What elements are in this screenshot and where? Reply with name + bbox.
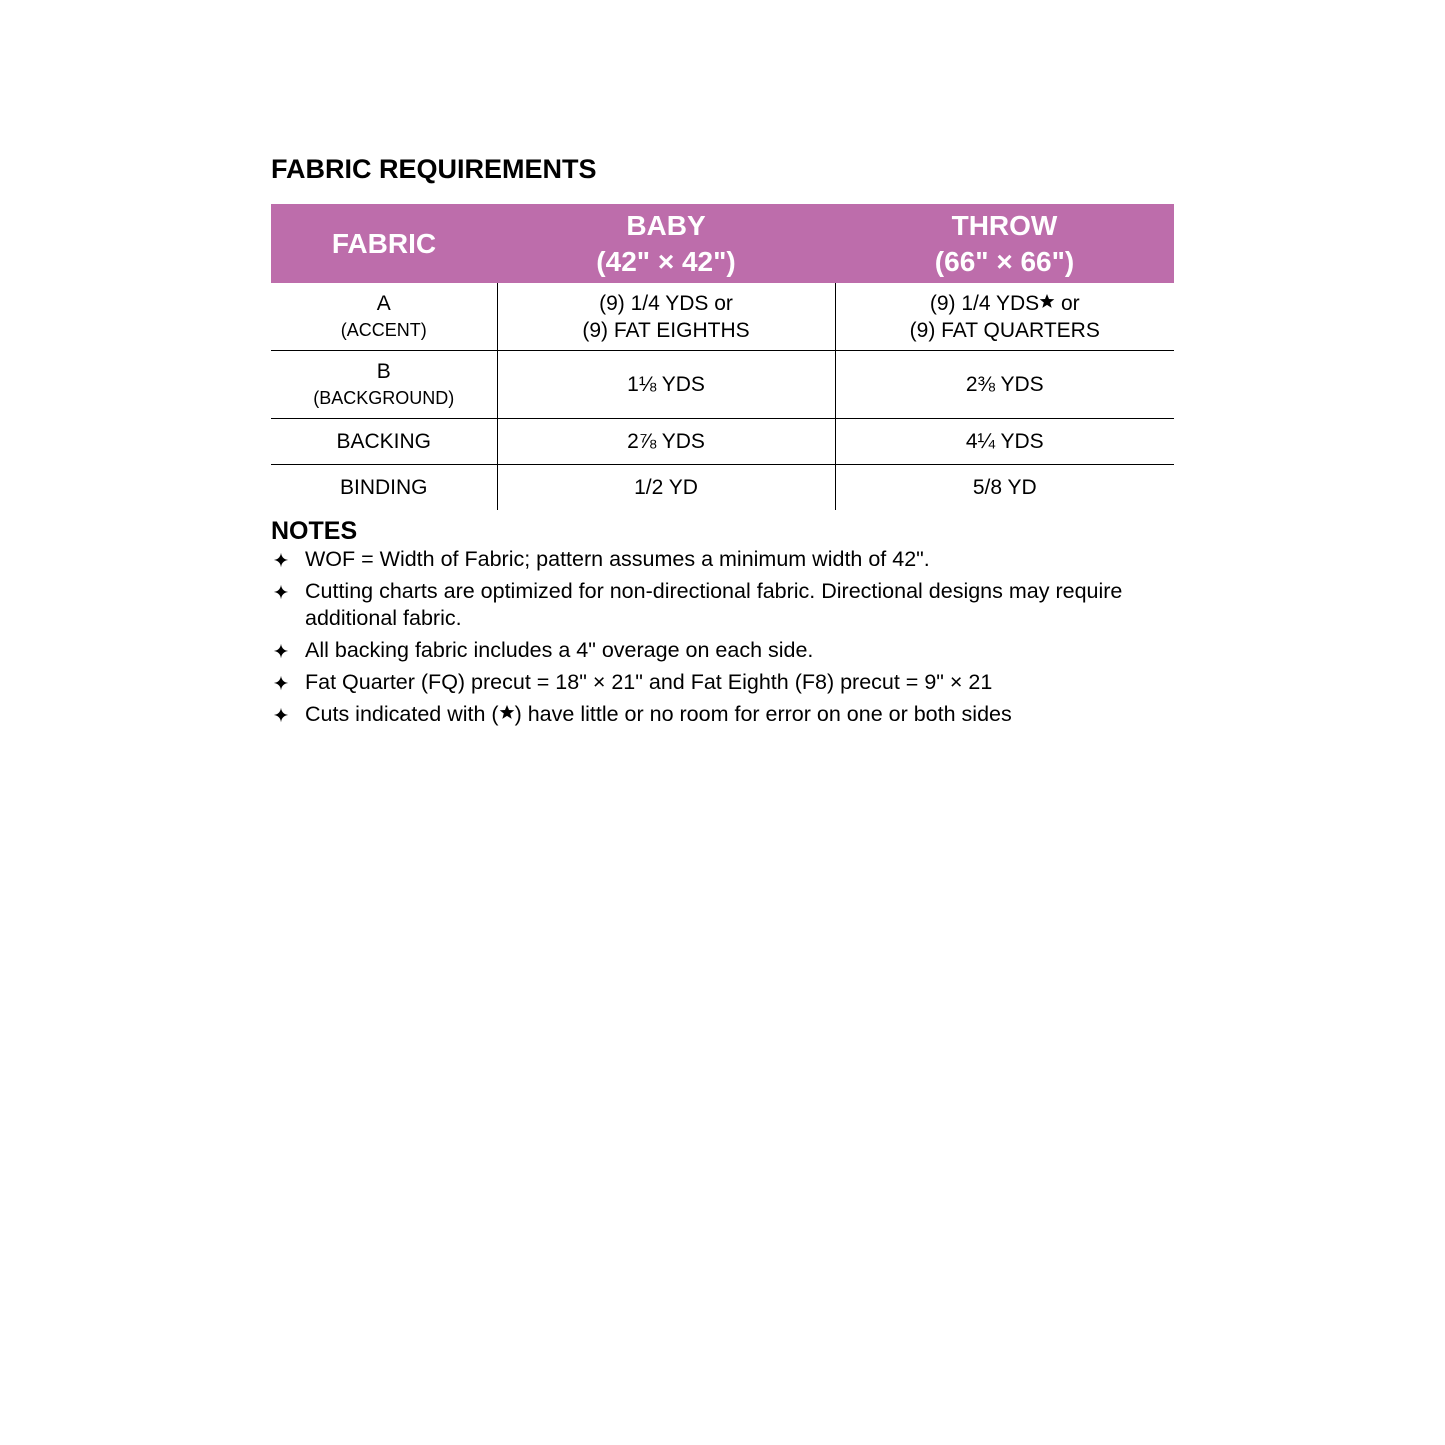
fabric-requirements-table [271, 204, 1174, 510]
cell-baby [497, 283, 835, 351]
four-point-star-icon [273, 584, 289, 600]
list-item [271, 578, 1181, 632]
cell-baby: 2⅞ YDS [497, 419, 835, 465]
note-text: Cutting charts are optimized for non-directional fabric. Directional designs may require additional fabric. [305, 579, 1123, 630]
header-throw [835, 204, 1174, 283]
note-text: WOF = Width of Fabric; pattern assumes a minimum width of 42". [305, 547, 930, 571]
cell-throw: 4¼ YDS [835, 419, 1174, 465]
list-item [271, 637, 1181, 664]
baby-line-2: (9) FAT EIGHTHS [582, 318, 750, 342]
fabric-code: B [376, 360, 391, 383]
baby-line-1: (9) 1/4 YDS or [599, 291, 733, 315]
throw-line-1 [836, 290, 1175, 317]
note-text-after: ) have little or no room for error on one or both sides [514, 702, 1012, 726]
cell-fabric: BINDING [339, 476, 428, 499]
cell-baby: 1⅛ YDS [497, 351, 835, 419]
note-text-before: Cuts indicated with ( [305, 702, 499, 726]
star-icon [1039, 293, 1055, 309]
list-item [271, 701, 1181, 728]
header-throw-label: THROW [951, 209, 1058, 241]
four-point-star-icon [273, 675, 289, 691]
table-row [271, 419, 1174, 465]
notes-list [271, 546, 1181, 728]
table-row [271, 283, 1174, 351]
cell-fabric [271, 351, 497, 419]
header-baby-label: BABY [626, 209, 706, 241]
cell-throw [835, 283, 1174, 351]
throw-line-2: (9) FAT QUARTERS [909, 318, 1100, 342]
header-throw-size: (66" × 66") [934, 245, 1075, 277]
header-baby [497, 204, 835, 283]
throw-line-1b: or [1055, 291, 1080, 315]
table-row [271, 465, 1174, 511]
list-item [271, 669, 1181, 696]
fabric-note: (BACKGROUND) [313, 388, 455, 408]
note-text: All backing fabric includes a 4" overage on each side. [305, 638, 814, 662]
fabric-note: (ACCENT) [340, 320, 427, 340]
list-item [271, 546, 1181, 573]
cell-throw: 5/8 YD [835, 465, 1174, 511]
header-fabric [271, 204, 497, 283]
throw-line-1a: (9) 1/4 YDS [929, 291, 1040, 315]
notes-title: NOTES [271, 517, 358, 545]
notes-section [271, 516, 1181, 733]
cell-baby: 1/2 YD [497, 465, 835, 511]
table-header-row [271, 204, 1174, 283]
header-baby-size: (42" × 42") [596, 245, 736, 277]
fabric-code: A [376, 292, 391, 315]
four-point-star-icon [273, 643, 289, 659]
header-fabric-label: FABRIC [331, 227, 437, 259]
table-row [271, 351, 1174, 419]
section-title: FABRIC REQUIREMENTS [271, 154, 597, 184]
star-icon [499, 704, 515, 720]
four-point-star-icon [273, 552, 289, 568]
four-point-star-icon [273, 707, 289, 723]
note-text: Fat Quarter (FQ) precut = 18" × 21" and Fat Eighth (F8) precut = 9" × 21 [305, 670, 993, 694]
cell-throw: 2⅜ YDS [835, 351, 1174, 419]
cell-fabric [271, 283, 497, 351]
cell-fabric: BACKING [271, 419, 497, 465]
